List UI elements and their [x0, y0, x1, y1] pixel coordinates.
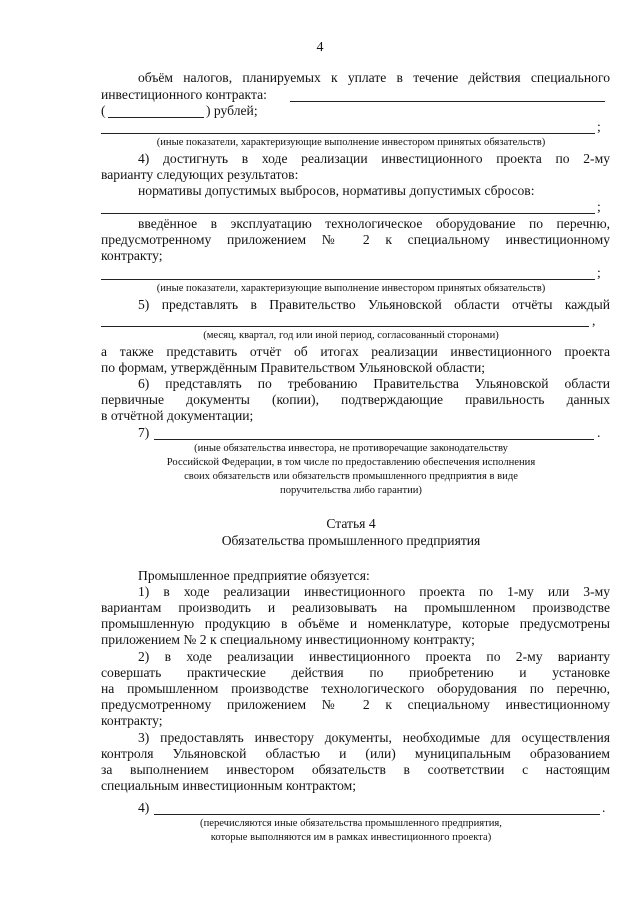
text-line: предусмотренному приложением № 2 к специальному инвестиционному	[101, 697, 610, 712]
blank-line	[154, 439, 594, 440]
text-line: по формам, утверждённым Правительством Ульяновской области;	[101, 360, 486, 375]
text-line: специальным инвестиционным контрактом;	[101, 778, 357, 793]
text-line: на промышленном производстве технологического оборудования по перечню,	[101, 681, 610, 696]
text-line: совершать практические действия по приобретению и установке	[101, 665, 610, 680]
text-line: 2) в ходе реализации инвестиционного проекта по 2-му варианту	[138, 649, 610, 664]
text-line: 1) в ходе реализации инвестиционного проекта по 1-му или 3-му	[138, 584, 610, 599]
text-line: ,	[592, 313, 596, 328]
text-line: приложением № 2 к специальному инвестиционному контракту;	[101, 632, 475, 647]
blank-line	[290, 101, 605, 102]
text-line: (	[101, 103, 106, 118]
text-line: контроля Ульяновской областью и (или) муниципальным образованием	[101, 746, 610, 761]
blank-line	[101, 326, 589, 327]
text-line: первичные документы (копии), подтверждающие правильность данных	[101, 392, 610, 407]
article-title: Обязательства промышленного предприятия	[221, 533, 481, 548]
text-line: 4) достигнуть в ходе реализации инвестиционного проекта по 2-му	[138, 151, 610, 166]
blank-line	[154, 814, 600, 815]
caption: поручительства либо гарантии)	[280, 485, 422, 496]
text-line: а также представить отчёт об итогах реализации инвестиционного проекта	[101, 344, 610, 359]
text-line: предусмотренному приложением № 2 к специальному инвестиционному	[101, 232, 610, 247]
text-line: за выполнением инвестором обязательств в соответствии с настоящим	[101, 762, 610, 777]
text-line: .	[597, 425, 601, 440]
text-line: ;	[597, 199, 601, 214]
caption: (иные показатели, характеризующие выполнение инвестором принятых обязательств)	[156, 283, 546, 294]
text-line: .	[602, 800, 606, 815]
text-line: 4)	[138, 800, 150, 815]
blank-line	[101, 213, 595, 214]
text-line: Промышленное предприятие обязуется:	[138, 568, 370, 583]
caption: (месяц, квартал, год или иной период, согласованный сторонами)	[203, 330, 499, 341]
text-line: вариантам производить и реализовывать на промышленном производстве	[101, 600, 610, 615]
caption: Российской Федерации, в том числе по предоставлению обеспечения исполнения	[166, 457, 536, 468]
blank-line	[101, 133, 595, 134]
text-line: ;	[597, 265, 601, 280]
text-line: 3) предоставлять инвестору документы, необходимые для осуществления	[138, 730, 610, 745]
blank-line	[101, 279, 595, 280]
text-line: 7)	[138, 425, 150, 440]
text-line: введённое в эксплуатацию технологическое оборудование по перечню,	[138, 216, 610, 231]
text-line: 5) представлять в Правительство Ульяновской области отчёты каждый	[138, 297, 610, 312]
caption: (перечисляются иные обязательства промышленного предприятия,	[200, 818, 502, 829]
text-line: варианту следующих результатов:	[101, 167, 299, 182]
article-number: Статья 4	[326, 516, 376, 531]
text-line: контракту;	[101, 248, 163, 263]
text-line: ;	[597, 119, 601, 134]
caption: (иные показатели, характеризующие выполнение инвестором принятых обязательств)	[156, 137, 546, 148]
caption: (иные обязательства инвестора, не противоречащие законодательству	[194, 443, 508, 454]
text-line: нормативы допустимых выбросов, нормативы допустимых сбросов:	[138, 183, 535, 198]
text-line: 6) представлять по требованию Правительства Ульяновской области	[138, 376, 610, 391]
text-line: инвестиционного контракта:	[101, 87, 267, 102]
text-line: контракту;	[101, 713, 163, 728]
text-line: ) рублей;	[206, 103, 258, 118]
page-number: 4	[316, 40, 324, 55]
text-line: объём налогов, планируемых к уплате в течение действия специального	[138, 70, 610, 85]
caption: которые выполняются им в рамках инвестиционного проекта)	[210, 832, 492, 843]
caption: своих обязательств или обязательств промышленного предприятия в виде	[184, 471, 518, 482]
text-line: в отчётной документации;	[101, 408, 254, 423]
text-line: промышленную продукцию в объёме и номенклатуре, которые предусмотрены	[101, 616, 610, 631]
blank-line	[108, 117, 204, 118]
